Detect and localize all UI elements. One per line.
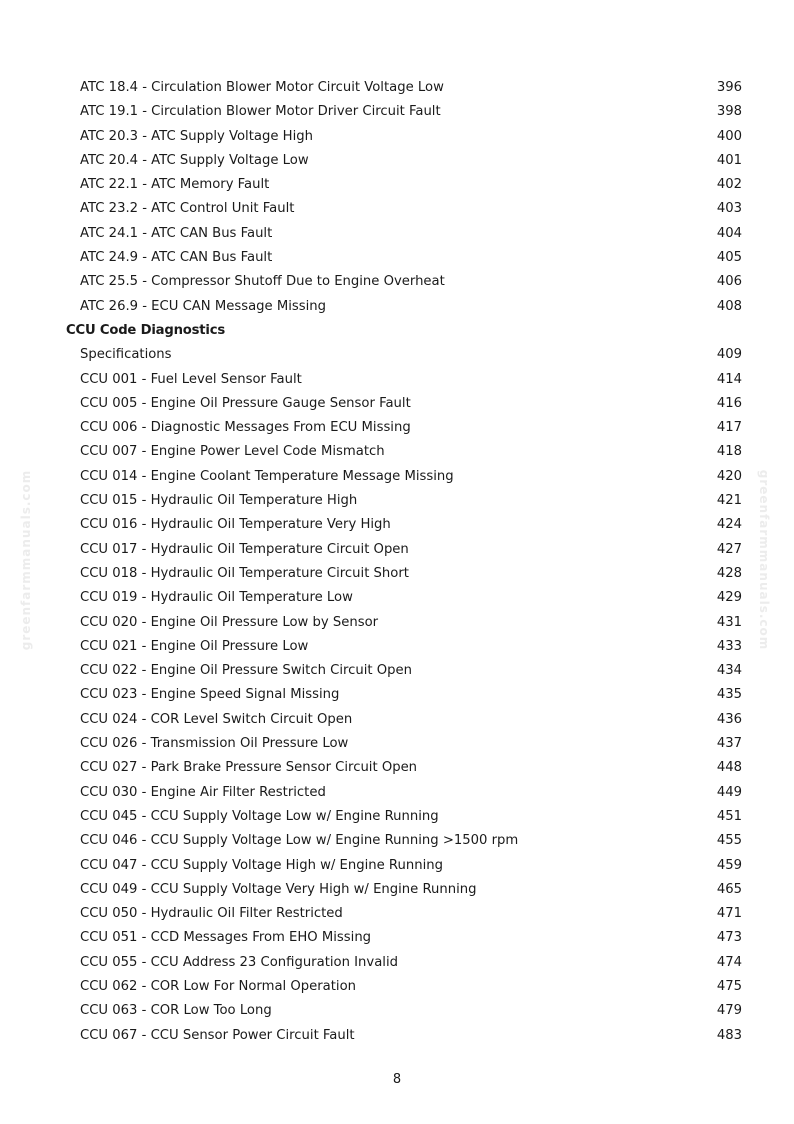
toc-entry-title: CCU 050 - Hydraulic Oil Filter Restricted — [80, 906, 343, 922]
toc-entry[interactable] — [0, 125, 794, 149]
toc-entry-page: 459 — [716, 857, 742, 873]
toc-entry[interactable] — [0, 197, 794, 221]
toc-entry-page: 403 — [716, 201, 742, 217]
toc-entry-page: 451 — [716, 808, 742, 824]
toc-entry[interactable] — [0, 926, 794, 950]
toc-entry-page: 483 — [716, 1027, 742, 1043]
section-heading-title: CCU Code Diagnostics — [66, 322, 225, 338]
toc-entry-title: CCU 051 - CCD Messages From EHO Missing — [80, 930, 372, 946]
toc-entry[interactable] — [0, 902, 794, 926]
toc-entry[interactable] — [0, 805, 794, 829]
toc-entry[interactable] — [0, 854, 794, 878]
toc-entry-title: CCU 024 - COR Level Switch Circuit Open — [80, 711, 353, 727]
toc-entry-page: 429 — [716, 590, 742, 606]
toc-entry[interactable] — [0, 999, 794, 1023]
toc-entry-page: 435 — [716, 687, 742, 703]
toc-entry-page: 414 — [716, 371, 742, 387]
toc-entry-title: CCU 063 - COR Low Too Long — [80, 1003, 272, 1019]
watermark-left: greenfarmmanuals.com — [19, 469, 33, 651]
toc-entry[interactable] — [0, 1024, 794, 1048]
toc-entry-title: Specifications — [80, 347, 172, 363]
toc-entry-page: 404 — [716, 225, 742, 241]
toc-entry[interactable] — [0, 756, 794, 780]
toc-entry[interactable] — [0, 368, 794, 392]
toc-entry-title: CCU 018 - Hydraulic Oil Temperature Circuit Short — [80, 565, 409, 581]
toc-entry-page: 424 — [716, 517, 742, 533]
toc-entry[interactable] — [0, 611, 794, 635]
toc-entry-title: ATC 26.9 - ECU CAN Message Missing — [80, 298, 327, 314]
toc-entry[interactable] — [0, 76, 794, 100]
toc-entry-page: 428 — [716, 565, 742, 581]
toc-entry-page: 474 — [716, 954, 742, 970]
toc-entry[interactable] — [0, 635, 794, 659]
toc-entry-page: 449 — [716, 784, 742, 800]
toc-entry-page: 436 — [716, 711, 742, 727]
toc-entry[interactable] — [0, 149, 794, 173]
toc-entry-title: CCU 049 - CCU Supply Voltage Very High w/ Engine Running — [80, 881, 477, 897]
toc-entry[interactable] — [0, 392, 794, 416]
toc-entry-page: 405 — [716, 250, 742, 266]
toc-entry[interactable] — [0, 829, 794, 853]
toc-entry-title: CCU 022 - Engine Oil Pressure Switch Circuit Open — [80, 663, 413, 679]
toc-entry-page: 471 — [716, 906, 742, 922]
toc-entry-title: CCU 026 - Transmission Oil Pressure Low — [80, 736, 349, 752]
toc-entry-title: CCU 019 - Hydraulic Oil Temperature Low — [80, 590, 353, 606]
toc-entry-title: CCU 006 - Diagnostic Messages From ECU Missing — [80, 420, 411, 436]
toc-entry-title: ATC 22.1 - ATC Memory Fault — [80, 177, 270, 193]
toc-entry-title: CCU 014 - Engine Coolant Temperature Message Missing — [80, 468, 454, 484]
toc-entry-page: 437 — [716, 736, 742, 752]
watermark-right: greenfarmmanuals.com — [757, 469, 771, 651]
toc-entry-title: CCU 027 - Park Brake Pressure Sensor Circuit Open — [80, 760, 418, 776]
toc-entry[interactable] — [0, 781, 794, 805]
toc-entry[interactable] — [0, 465, 794, 489]
toc-entry-title: CCU 030 - Engine Air Filter Restricted — [80, 784, 326, 800]
toc-entry-title: ATC 25.5 - Compressor Shutoff Due to Engine Overheat — [80, 274, 445, 290]
toc-entry-page: 473 — [716, 930, 742, 946]
toc-entry-title: CCU 007 - Engine Power Level Code Mismatch — [80, 444, 385, 460]
toc-entry-page: 433 — [716, 638, 742, 654]
toc-entry-title: CCU 021 - Engine Oil Pressure Low — [80, 638, 309, 654]
toc-entry-page: 465 — [716, 881, 742, 897]
toc-entry-title: CCU 067 - CCU Sensor Power Circuit Fault — [80, 1027, 355, 1043]
toc-entry[interactable] — [0, 513, 794, 537]
toc-entry-title: ATC 20.4 - ATC Supply Voltage Low — [80, 152, 309, 168]
toc-entry[interactable] — [0, 295, 794, 319]
toc-entry-title: ATC 20.3 - ATC Supply Voltage High — [80, 128, 313, 144]
toc-entry-page: 431 — [716, 614, 742, 630]
toc-entry-title: ATC 23.2 - ATC Control Unit Fault — [80, 201, 295, 217]
toc-entry[interactable] — [0, 659, 794, 683]
toc-entry[interactable] — [0, 586, 794, 610]
toc-entry-page: 408 — [716, 298, 742, 314]
toc-entry[interactable] — [0, 732, 794, 756]
toc-entry[interactable] — [0, 100, 794, 124]
toc-entry-title: CCU 017 - Hydraulic Oil Temperature Circuit Open — [80, 541, 409, 557]
toc-entry-title: CCU 055 - CCU Address 23 Configuration Invalid — [80, 954, 398, 970]
toc-entry-title: CCU 015 - Hydraulic Oil Temperature High — [80, 493, 358, 509]
toc-entry-page: 427 — [716, 541, 742, 557]
toc-entry-title: CCU 045 - CCU Supply Voltage Low w/ Engine Running — [80, 808, 439, 824]
toc-entry-title: ATC 19.1 - Circulation Blower Motor Driver Circuit Fault — [80, 104, 441, 120]
toc-entry-page: 396 — [716, 80, 742, 95]
toc-entry-page: 416 — [716, 395, 742, 411]
toc-entry[interactable] — [0, 246, 794, 270]
toc-entry[interactable] — [0, 951, 794, 975]
toc-entry[interactable] — [0, 683, 794, 707]
table-of-contents — [0, 76, 794, 1048]
toc-entry-title: CCU 001 - Fuel Level Sensor Fault — [80, 371, 302, 387]
toc-entry[interactable] — [0, 538, 794, 562]
toc-entry-title: CCU 047 - CCU Supply Voltage High w/ Engine Running — [80, 857, 443, 873]
toc-entry-title: ATC 24.1 - ATC CAN Bus Fault — [80, 225, 273, 241]
toc-entry-title: CCU 062 - COR Low For Normal Operation — [80, 978, 357, 994]
toc-entry-page: 398 — [716, 104, 742, 120]
toc-entry-page: 434 — [716, 663, 742, 679]
toc-entry-page: 479 — [716, 1003, 742, 1019]
toc-entry-page: 420 — [716, 468, 742, 484]
page-number: 8 — [392, 1072, 402, 1087]
toc-entry-page: 406 — [716, 274, 742, 290]
toc-entry-title: CCU 020 - Engine Oil Pressure Low by Sensor — [80, 614, 379, 630]
toc-entry-page: 409 — [716, 347, 742, 363]
toc-entry[interactable] — [0, 440, 794, 464]
toc-entry[interactable] — [0, 878, 794, 902]
toc-entry-title: ATC 18.4 - Circulation Blower Motor Circuit Voltage Low — [80, 80, 444, 95]
toc-entry[interactable] — [0, 489, 794, 513]
toc-entry-page: 401 — [716, 152, 742, 168]
toc-entry-page: 448 — [716, 760, 742, 776]
toc-entry-title: CCU 016 - Hydraulic Oil Temperature Very High — [80, 517, 391, 533]
toc-entry-page: 400 — [716, 128, 742, 144]
toc-entry-page: 475 — [716, 978, 742, 994]
toc-entry[interactable] — [0, 975, 794, 999]
toc-entry[interactable] — [0, 416, 794, 440]
toc-entry[interactable] — [0, 708, 794, 732]
toc-entry-title: CCU 046 - CCU Supply Voltage Low w/ Engine Running >1500 rpm — [80, 833, 519, 849]
toc-entry-page: 417 — [716, 420, 742, 436]
toc-entry-title: CCU 023 - Engine Speed Signal Missing — [80, 687, 340, 703]
toc-entry[interactable] — [0, 343, 794, 367]
toc-entry-page: 421 — [716, 493, 742, 509]
toc-entry-title: CCU 005 - Engine Oil Pressure Gauge Sensor Fault — [80, 395, 411, 411]
toc-entry[interactable] — [0, 562, 794, 586]
toc-entry-page: 418 — [716, 444, 742, 460]
toc-entry-page: 402 — [716, 177, 742, 193]
section-heading — [0, 319, 794, 343]
toc-entry[interactable] — [0, 173, 794, 197]
toc-entry-page: 455 — [716, 833, 742, 849]
toc-entry-title: ATC 24.9 - ATC CAN Bus Fault — [80, 250, 273, 266]
toc-entry[interactable] — [0, 222, 794, 246]
toc-entry[interactable] — [0, 270, 794, 294]
